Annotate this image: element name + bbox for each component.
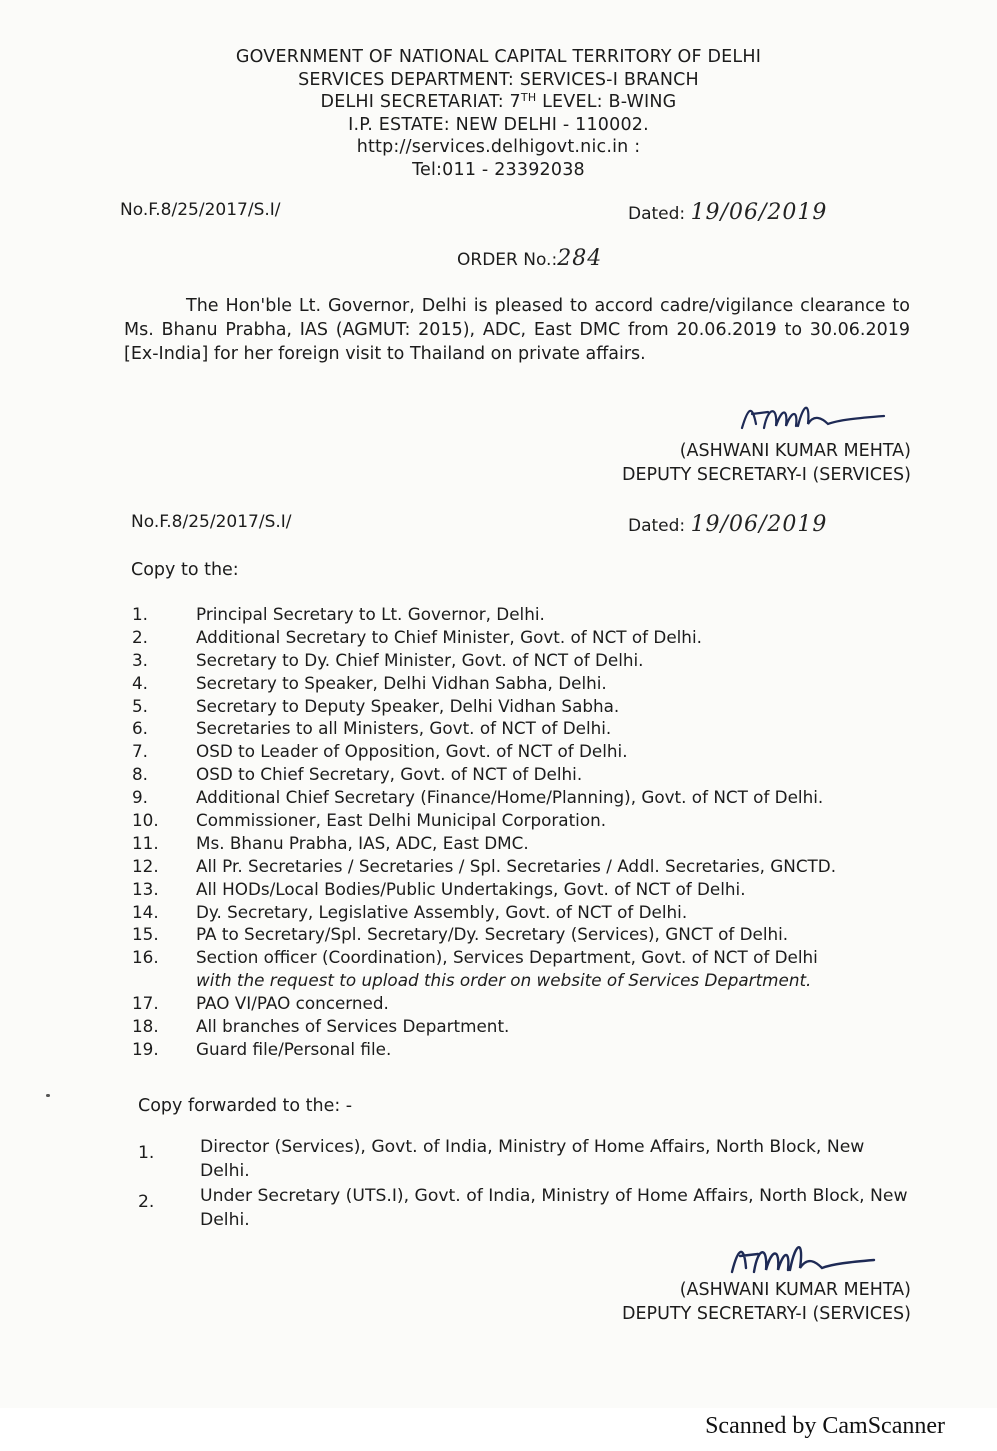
- copy-to-item: [132, 626, 912, 649]
- item-text: [196, 832, 529, 855]
- item-text: [196, 603, 545, 626]
- copy-to-label: Copy to the:: [131, 560, 239, 580]
- item-text: [196, 809, 606, 832]
- item-text-main: All Pr. Secretaries / Secretaries / Spl. Secretaries / Addl. Secretaries, GNCTD.: [196, 855, 837, 876]
- item-text-main: OSD to Chief Secretary, Govt. of NCT of Delhi.: [196, 764, 583, 785]
- item-number: 14.: [132, 901, 159, 922]
- copy-to-item: [132, 878, 912, 901]
- item-number: 17.: [132, 993, 159, 1014]
- item-text: [196, 626, 702, 649]
- item-text: [196, 855, 836, 878]
- header-government: GOVERNMENT OF NATIONAL CAPITAL TERRITORY OF DELHI: [235, 47, 762, 67]
- signatory-name: (ASHWANI KUMAR MEHTA): [679, 441, 911, 461]
- item-text-main: All HODs/Local Bodies/Public Undertakings, Govt. of NCT of Delhi.: [196, 878, 746, 899]
- item-text-main: OSD to Leader of Opposition, Govt. of NCT of Delhi.: [196, 741, 628, 762]
- item-text: [196, 695, 619, 718]
- item-number: 10.: [132, 810, 159, 831]
- copy-to-item: [132, 649, 912, 672]
- order-number-heading: ORDER No.:284: [457, 246, 603, 271]
- item-number: 7.: [132, 741, 149, 762]
- item-number: 2.: [132, 626, 149, 647]
- header-secretariat: DELHI SECRETARIAT: 7TH LEVEL: B-WING: [320, 91, 677, 112]
- item-number: 16.: [132, 947, 159, 968]
- forwarded-item: [138, 1185, 908, 1232]
- item-number: 11.: [132, 832, 159, 853]
- item-text: [196, 740, 628, 763]
- item-text-main: Secretaries to all Ministers, Govt. of NCT of Delhi.: [196, 718, 612, 739]
- letterhead: [0, 46, 997, 181]
- item-number: 19.: [132, 1039, 159, 1060]
- signatory-designation: DEPUTY SECRETARY-I (SERVICES): [622, 1304, 911, 1324]
- copy-to-item: [132, 1038, 912, 1061]
- item-text-main: Dy. Secretary, Legislative Assembly, Govt. of NCT of Delhi.: [196, 901, 688, 922]
- item-number: 4.: [132, 672, 149, 693]
- item-number: 1.: [132, 604, 149, 624]
- item-number: 13.: [132, 878, 159, 899]
- copy-to-item: [132, 717, 912, 740]
- item-number: 3.: [132, 649, 149, 670]
- item-text-main: Principal Secretary to Lt. Governor, Delhi.: [196, 604, 545, 624]
- item-text: Director (Services), Govt. of India, Ministry of Home Affairs, North Block, New Delhi.: [200, 1137, 865, 1181]
- camscanner-watermark: Scanned by CamScanner: [705, 1413, 945, 1439]
- copy-to-item: [132, 923, 912, 946]
- order-file-number: No.F.8/25/2017/S.I/: [120, 200, 281, 220]
- copy-to-item: [132, 832, 912, 855]
- signature-scrawl-1: [738, 398, 888, 438]
- copy-to-item: [132, 946, 912, 992]
- item-note: with the request to upload this order on website of Services Department.: [196, 970, 812, 991]
- item-text-main: All branches of Services Department.: [196, 1016, 510, 1037]
- item-text-main: Section officer (Coordination), Services Department, Govt. of NCT of Delhi: [196, 947, 818, 968]
- item-text: [196, 672, 607, 695]
- item-text-main: PA to Secretary/Spl. Secretary/Dy. Secretary (Services), GNCT of Delhi.: [196, 924, 789, 945]
- item-text: [196, 1038, 391, 1061]
- copy-to-item: [132, 672, 912, 695]
- item-text: [196, 878, 746, 901]
- copy-file-number: No.F.8/25/2017/S.I/: [131, 512, 292, 532]
- item-number: 6.: [132, 718, 149, 739]
- item-text-main: Ms. Bhanu Prabha, IAS, ADC, East DMC.: [196, 832, 529, 853]
- item-text: [196, 992, 389, 1015]
- item-text-main: Additional Chief Secretary (Finance/Home/Planning), Govt. of NCT of Delhi.: [196, 787, 824, 808]
- copy-to-item: [132, 603, 912, 626]
- item-text-main: Guard file/Personal file.: [196, 1039, 392, 1060]
- copy-to-item: [132, 809, 912, 832]
- item-text: [196, 649, 644, 672]
- item-number: 15.: [132, 924, 159, 945]
- copy-to-item: [132, 855, 912, 878]
- handwritten-date: 19/06/2019: [690, 200, 828, 225]
- copy-to-item: [132, 901, 912, 924]
- copy-date: Dated: 19/06/2019: [628, 512, 828, 537]
- handwritten-copy-date: 19/06/2019: [690, 512, 828, 537]
- handwritten-order-number: 284: [557, 246, 603, 271]
- item-text-main: Commissioner, East Delhi Municipal Corporation.: [196, 810, 607, 831]
- item-number: 12.: [132, 855, 159, 876]
- item-number: 8.: [132, 764, 149, 785]
- item-number: 18.: [132, 1016, 159, 1037]
- scan-speck: [46, 1094, 50, 1097]
- item-text: Under Secretary (UTS.I), Govt. of India, Ministry of Home Affairs, North Block, New Delhi.: [200, 1186, 908, 1230]
- forwarded-item: [138, 1136, 908, 1183]
- copy-forwarded-label: Copy forwarded to the: -: [138, 1096, 353, 1116]
- copy-to-item: [132, 992, 912, 1015]
- item-text: [196, 717, 611, 740]
- item-text-main: Secretary to Dy. Chief Minister, Govt. of NCT of Delhi.: [196, 649, 644, 670]
- header-address: I.P. ESTATE: NEW DELHI - 110002.: [348, 114, 649, 135]
- copy-to-item: [132, 786, 912, 809]
- item-text-main: Secretary to Speaker, Delhi Vidhan Sabha, Delhi.: [196, 672, 607, 693]
- header-department: SERVICES DEPARTMENT: SERVICES-I BRANCH: [298, 69, 699, 90]
- item-text: [196, 763, 582, 786]
- copy-to-item: [132, 1015, 912, 1038]
- item-text: [196, 901, 687, 924]
- copy-to-item: [132, 695, 912, 718]
- order-date: Dated: 19/06/2019: [628, 200, 828, 225]
- signature-scrawl-2: [728, 1236, 878, 1284]
- item-text-main: Additional Secretary to Chief Minister, Govt. of NCT of Delhi.: [196, 626, 702, 647]
- signatory-designation: DEPUTY SECRETARY-I (SERVICES): [622, 465, 911, 485]
- copy-to-item: [132, 740, 912, 763]
- copy-forwarded-list: [138, 1136, 908, 1234]
- item-text: [196, 1015, 509, 1038]
- signatory-block-1: [622, 439, 911, 487]
- item-text: [196, 786, 823, 809]
- item-text-main: Secretary to Deputy Speaker, Delhi Vidhan Sabha.: [196, 695, 620, 716]
- signatory-name: (ASHWANI KUMAR MEHTA): [679, 1280, 911, 1300]
- item-text-main: PAO VI/PAO concerned.: [196, 993, 389, 1014]
- header-website: http://services.delhigovt.nic.in :: [356, 137, 641, 157]
- copy-to-item: [132, 763, 912, 786]
- copy-to-list: [132, 603, 912, 1061]
- item-number: 9.: [132, 787, 149, 808]
- item-text: [196, 923, 788, 946]
- item-text: [196, 946, 818, 992]
- item-number: 2.: [138, 1192, 155, 1212]
- order-body-paragraph: The Hon'ble Lt. Governor, Delhi is pleased to accord cadre/vigilance clearance to Ms. Bhanu Prabha, IAS (AGMUT: 2015), ADC, East DMC from 20.06.2019 to 30.06.2019 [Ex-India] for her foreign visit to Thailand on private affairs.: [124, 296, 910, 364]
- item-number: 1.: [138, 1143, 155, 1163]
- signatory-block-2: [622, 1278, 911, 1326]
- item-number: 5.: [132, 695, 149, 716]
- header-telephone: Tel:011 - 23392038: [412, 159, 585, 180]
